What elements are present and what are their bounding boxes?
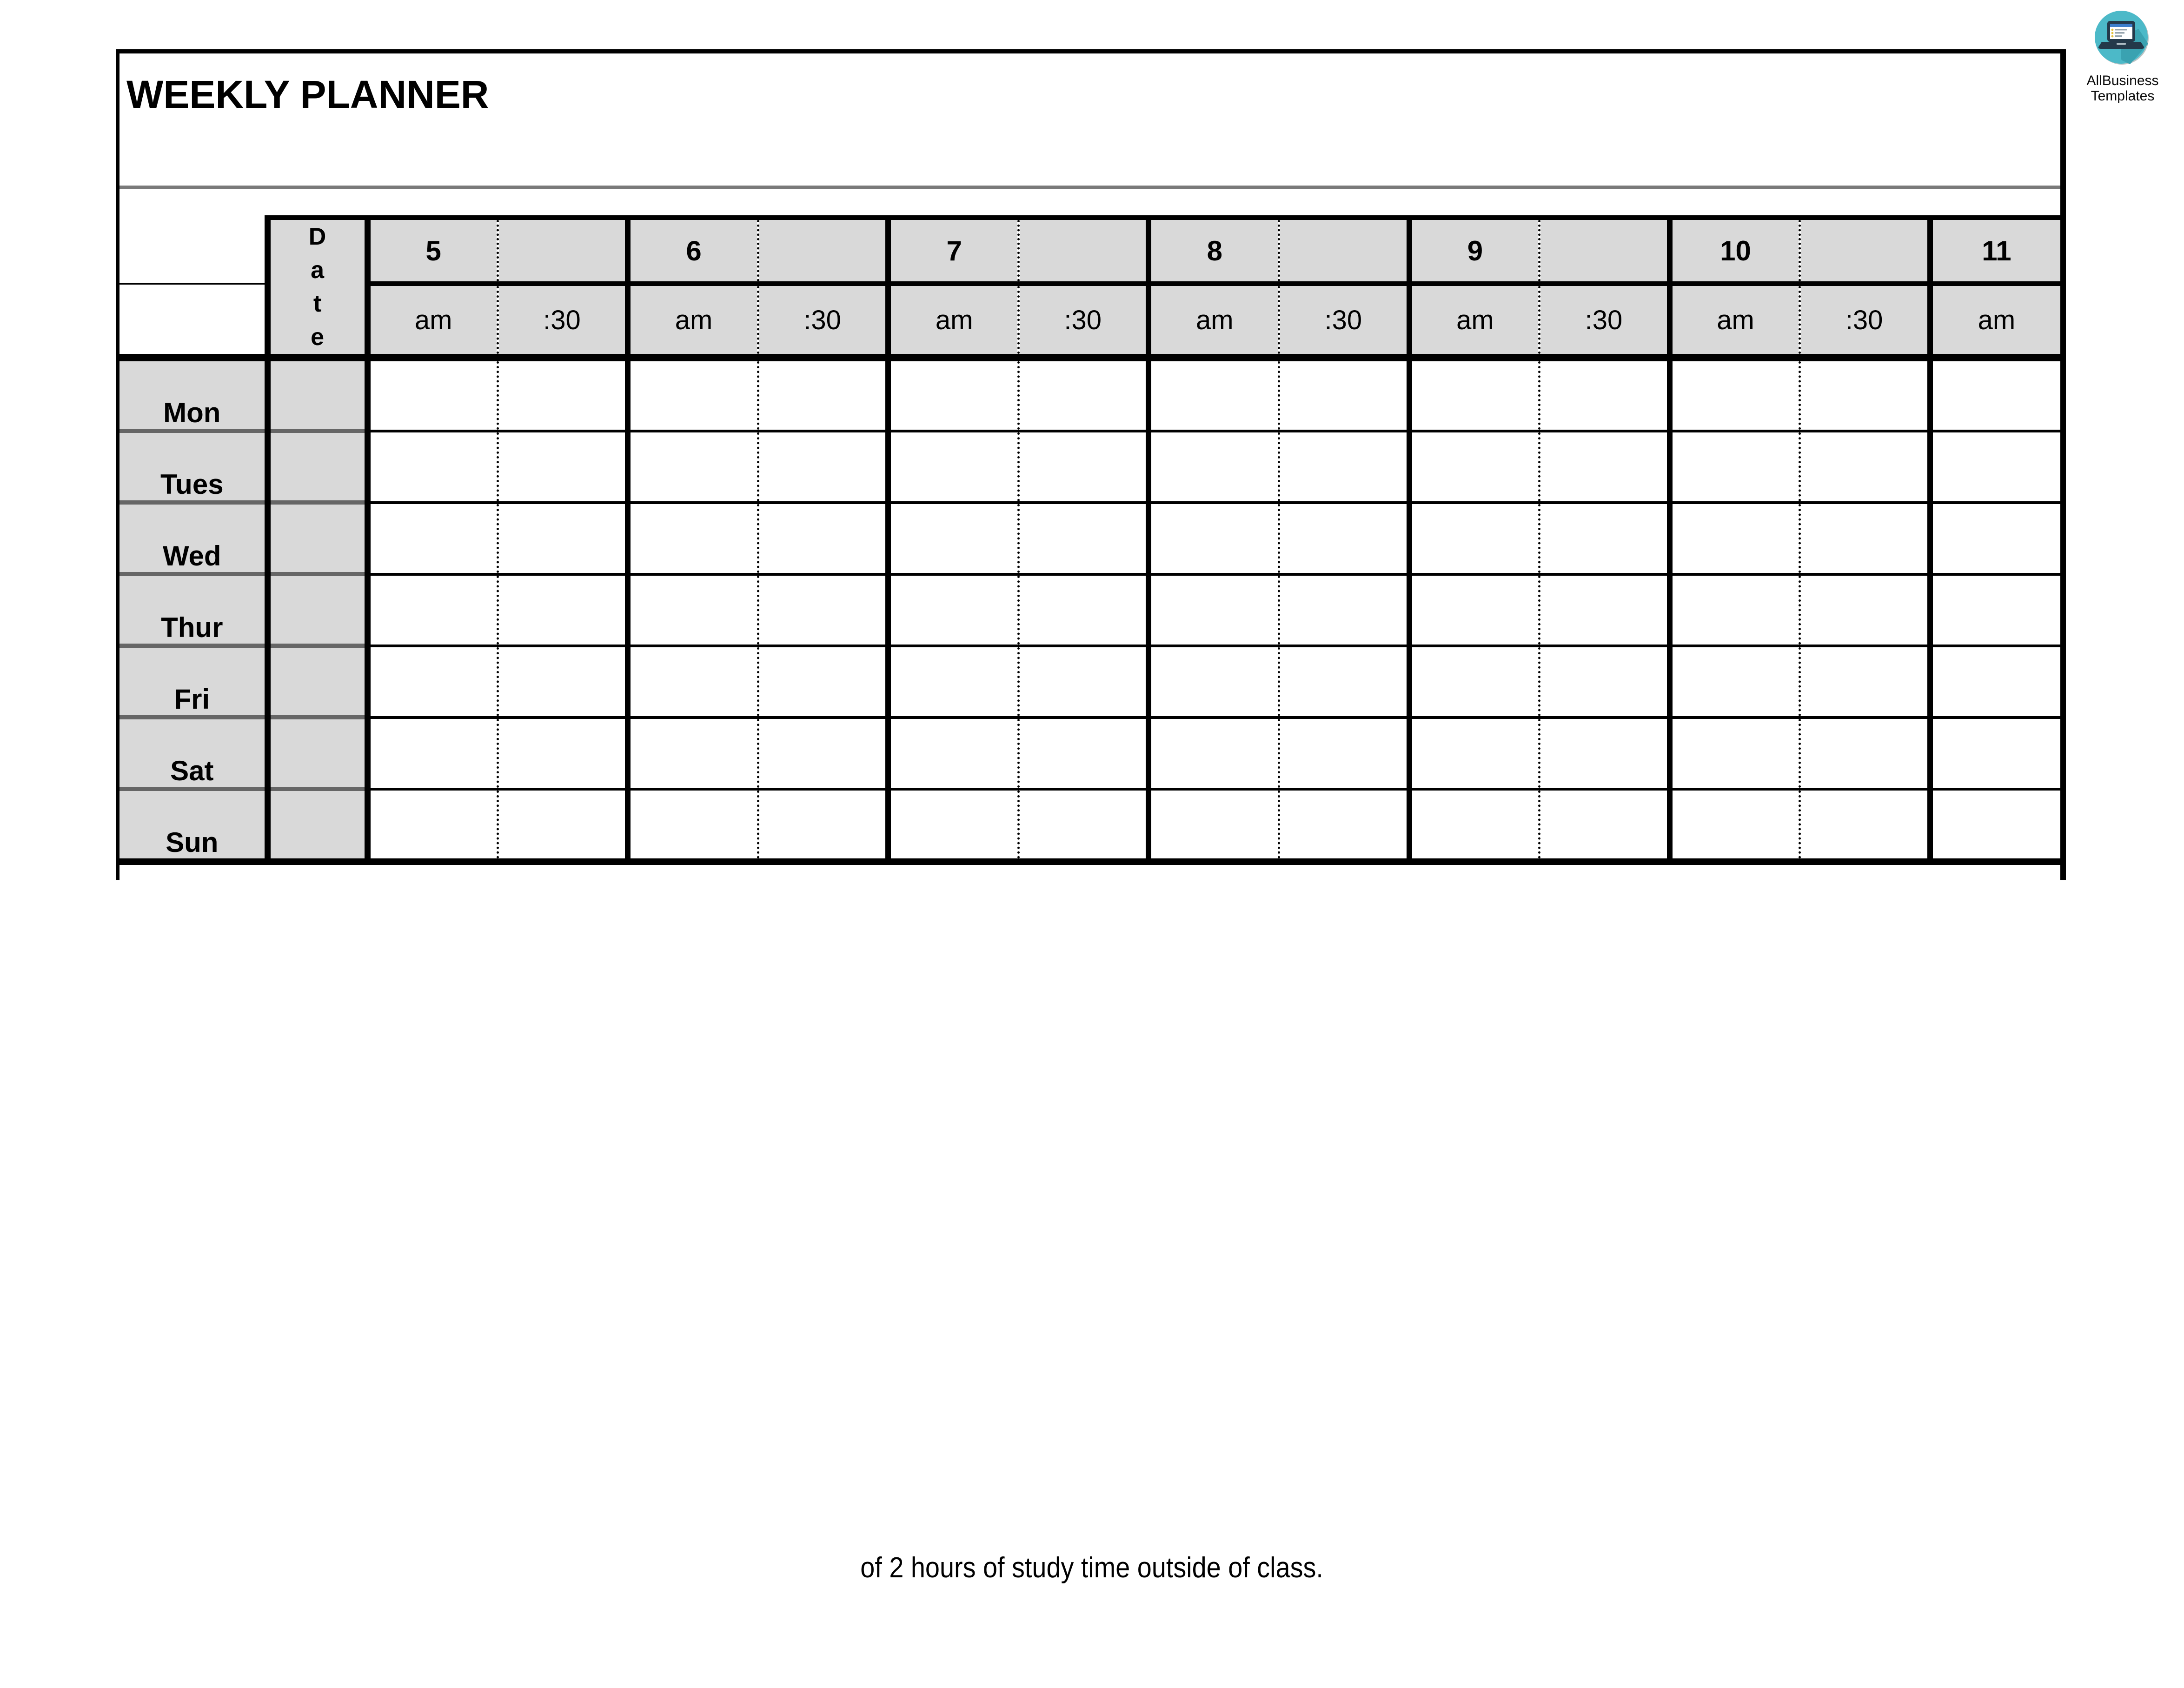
- sub-header-9-am: am: [1409, 284, 1540, 358]
- slot-sun-6am[interactable]: [628, 789, 758, 862]
- slot-wed-10am[interactable]: [1670, 503, 1800, 574]
- day-label-sun: Sun: [119, 789, 267, 862]
- slot-thur-9-30[interactable]: [1540, 574, 1670, 646]
- slot-sun-7am[interactable]: [888, 789, 1018, 862]
- slot-thur-5-30[interactable]: [498, 574, 628, 646]
- sub-header-9-30: :30: [1540, 284, 1670, 358]
- slot-fri-8am[interactable]: [1148, 646, 1279, 718]
- slot-wed-11am[interactable]: [1930, 503, 2060, 574]
- sub-header-6-30: :30: [758, 284, 888, 358]
- date-cell-wed[interactable]: [267, 503, 367, 574]
- slot-wed-9-30[interactable]: [1540, 503, 1670, 574]
- grid-body: [119, 218, 2060, 862]
- slot-mon-9-30[interactable]: [1540, 358, 1670, 431]
- slot-sun-8am[interactable]: [1148, 789, 1279, 862]
- slot-mon-8am[interactable]: [1148, 358, 1279, 431]
- brand-name-line2: Templates: [2091, 88, 2155, 104]
- sub-header-7-am: am: [888, 284, 1018, 358]
- date-cell-sun[interactable]: [267, 789, 367, 862]
- slot-sun-5am[interactable]: [367, 789, 498, 862]
- day-label-tues: Tues: [119, 431, 267, 503]
- slot-sat-8am[interactable]: [1148, 718, 1279, 789]
- hour-header-6: 6: [628, 218, 758, 284]
- slot-fri-9am[interactable]: [1409, 646, 1540, 718]
- slot-sat-6am[interactable]: [628, 718, 758, 789]
- day-row-thur: [119, 574, 2060, 646]
- hour-header-7-half: [1018, 218, 1148, 284]
- date-column-header: D a t e: [267, 218, 367, 358]
- slot-tues-6-30[interactable]: [758, 431, 888, 503]
- sub-header-10-30: :30: [1800, 284, 1930, 358]
- slot-fri-8-30[interactable]: [1279, 646, 1409, 718]
- slot-tues-9-30[interactable]: [1540, 431, 1670, 503]
- slot-mon-11am[interactable]: [1930, 358, 2060, 431]
- slot-thur-7am[interactable]: [888, 574, 1018, 646]
- slot-sat-10-30[interactable]: [1800, 718, 1930, 789]
- sub-header-5-30: :30: [498, 284, 628, 358]
- hour-header-5: 5: [367, 218, 498, 284]
- slot-fri-10-30[interactable]: [1800, 646, 1930, 718]
- slot-tues-8-30[interactable]: [1279, 431, 1409, 503]
- slot-sun-5-30[interactable]: [498, 789, 628, 862]
- slot-sat-5am[interactable]: [367, 718, 498, 789]
- hour-header-8: 8: [1148, 218, 1279, 284]
- slot-thur-8-30[interactable]: [1279, 574, 1409, 646]
- header-corner-bottom: [119, 284, 267, 358]
- date-cell-tues[interactable]: [267, 431, 367, 503]
- slot-fri-5-30[interactable]: [498, 646, 628, 718]
- hour-header-7: 7: [888, 218, 1018, 284]
- slot-fri-9-30[interactable]: [1540, 646, 1670, 718]
- slot-mon-7-30[interactable]: [1018, 358, 1148, 431]
- slot-sun-10-30[interactable]: [1800, 789, 1930, 862]
- slot-thur-8am[interactable]: [1148, 574, 1279, 646]
- hour-header-9-half: [1540, 218, 1670, 284]
- slot-mon-8-30[interactable]: [1279, 358, 1409, 431]
- slot-mon-6am[interactable]: [628, 358, 758, 431]
- day-row-sun: [119, 789, 2060, 862]
- hour-header-10: 10: [1670, 218, 1800, 284]
- slot-tues-11am[interactable]: [1930, 431, 2060, 503]
- slot-sat-8-30[interactable]: [1279, 718, 1409, 789]
- slot-thur-6-30[interactable]: [758, 574, 888, 646]
- date-cell-sat[interactable]: [267, 718, 367, 789]
- slot-wed-6am[interactable]: [628, 503, 758, 574]
- day-label-wed: Wed: [119, 503, 267, 574]
- slot-wed-7am[interactable]: [888, 503, 1018, 574]
- day-label-mon: Mon: [119, 358, 267, 431]
- sub-header-11-am: am: [1930, 284, 2060, 358]
- slot-fri-6-30[interactable]: [758, 646, 888, 718]
- sub-header-5-am: am: [367, 284, 498, 358]
- slot-fri-5am[interactable]: [367, 646, 498, 718]
- weekly-planner-table: [119, 215, 2060, 865]
- slot-thur-5am[interactable]: [367, 574, 498, 646]
- day-row-fri: [119, 646, 2060, 718]
- slot-wed-6-30[interactable]: [758, 503, 888, 574]
- slot-sun-8-30[interactable]: [1279, 789, 1409, 862]
- day-row-mon: [119, 358, 2060, 431]
- brand-name-line1: AllBusiness: [2086, 73, 2159, 88]
- laptop-circle-icon: [2074, 6, 2171, 71]
- slot-wed-9am[interactable]: [1409, 503, 1540, 574]
- slot-mon-7am[interactable]: [888, 358, 1018, 431]
- slot-tues-6am[interactable]: [628, 431, 758, 503]
- slot-sun-6-30[interactable]: [758, 789, 888, 862]
- slot-sun-9-30[interactable]: [1540, 789, 1670, 862]
- slot-mon-10am[interactable]: [1670, 358, 1800, 431]
- day-row-sat: [119, 718, 2060, 789]
- day-label-thur: Thur: [119, 574, 267, 646]
- slot-wed-5am[interactable]: [367, 503, 498, 574]
- day-label-fri: Fri: [119, 646, 267, 718]
- slot-sat-9-30[interactable]: [1540, 718, 1670, 789]
- slot-wed-5-30[interactable]: [498, 503, 628, 574]
- sub-header-8-am: am: [1148, 284, 1279, 358]
- day-row-tues: [119, 431, 2060, 503]
- hour-header-8-half: [1279, 218, 1409, 284]
- slot-wed-7-30[interactable]: [1018, 503, 1148, 574]
- hour-header-11: 11: [1930, 218, 2060, 284]
- slot-thur-10-30[interactable]: [1800, 574, 1930, 646]
- sub-header-6-am: am: [628, 284, 758, 358]
- title-divider: [119, 186, 2060, 189]
- slot-tues-5-30[interactable]: [498, 431, 628, 503]
- slot-wed-10-30[interactable]: [1800, 503, 1930, 574]
- slot-sat-10am[interactable]: [1670, 718, 1800, 789]
- slot-fri-11am[interactable]: [1930, 646, 2060, 718]
- slot-mon-5-30[interactable]: [498, 358, 628, 431]
- slot-mon-6-30[interactable]: [758, 358, 888, 431]
- slot-sun-10am[interactable]: [1670, 789, 1800, 862]
- slot-thur-7-30[interactable]: [1018, 574, 1148, 646]
- day-row-wed: [119, 503, 2060, 574]
- slot-thur-11am[interactable]: [1930, 574, 2060, 646]
- slot-mon-9am[interactable]: [1409, 358, 1540, 431]
- slot-sat-6-30[interactable]: [758, 718, 888, 789]
- page-title: WEEKLY PLANNER: [126, 73, 489, 116]
- date-cell-mon[interactable]: [267, 358, 367, 431]
- slot-fri-7-30[interactable]: [1018, 646, 1148, 718]
- slot-tues-7-30[interactable]: [1018, 431, 1148, 503]
- slot-sat-5-30[interactable]: [498, 718, 628, 789]
- slot-tues-10-30[interactable]: [1800, 431, 1930, 503]
- slot-sat-9am[interactable]: [1409, 718, 1540, 789]
- slot-tues-5am[interactable]: [367, 431, 498, 503]
- slot-tues-7am[interactable]: [888, 431, 1018, 503]
- header-corner-top: [119, 218, 267, 284]
- footer-note-text: of 2 hours of study time outside of class.: [860, 1552, 1324, 1584]
- slot-tues-8am[interactable]: [1148, 431, 1279, 503]
- slot-mon-10-30[interactable]: [1800, 358, 1930, 431]
- hour-header-5-half: [498, 218, 628, 284]
- hour-header-9: 9: [1409, 218, 1540, 284]
- slot-fri-7am[interactable]: [888, 646, 1018, 718]
- slot-sat-7-30[interactable]: [1018, 718, 1148, 789]
- slot-wed-8am[interactable]: [1148, 503, 1279, 574]
- slot-thur-9am[interactable]: [1409, 574, 1540, 646]
- slot-sun-7-30[interactable]: [1018, 789, 1148, 862]
- slot-sat-7am[interactable]: [888, 718, 1018, 789]
- sub-header-7-30: :30: [1018, 284, 1148, 358]
- slot-sat-11am[interactable]: [1930, 718, 2060, 789]
- date-cell-fri[interactable]: [267, 646, 367, 718]
- slot-tues-9am[interactable]: [1409, 431, 1540, 503]
- planner-sheet: [116, 49, 2066, 880]
- sub-header-8-30: :30: [1279, 284, 1409, 358]
- slot-sun-9am[interactable]: [1409, 789, 1540, 862]
- brand-name: [2074, 73, 2171, 104]
- slot-tues-10am[interactable]: [1670, 431, 1800, 503]
- date-cell-thur[interactable]: [267, 574, 367, 646]
- slot-fri-6am[interactable]: [628, 646, 758, 718]
- slot-fri-10am[interactable]: [1670, 646, 1800, 718]
- day-label-sat: Sat: [119, 718, 267, 789]
- slot-thur-6am[interactable]: [628, 574, 758, 646]
- slot-mon-5am[interactable]: [367, 358, 498, 431]
- sub-header-10-am: am: [1670, 284, 1800, 358]
- hour-header-6-half: [758, 218, 888, 284]
- slot-sun-11am[interactable]: [1930, 789, 2060, 862]
- slot-thur-10am[interactable]: [1670, 574, 1800, 646]
- hour-header-10-half: [1800, 218, 1930, 284]
- slot-wed-8-30[interactable]: [1279, 503, 1409, 574]
- footer-note: [0, 1552, 2184, 1584]
- brand-logo: [2074, 6, 2171, 104]
